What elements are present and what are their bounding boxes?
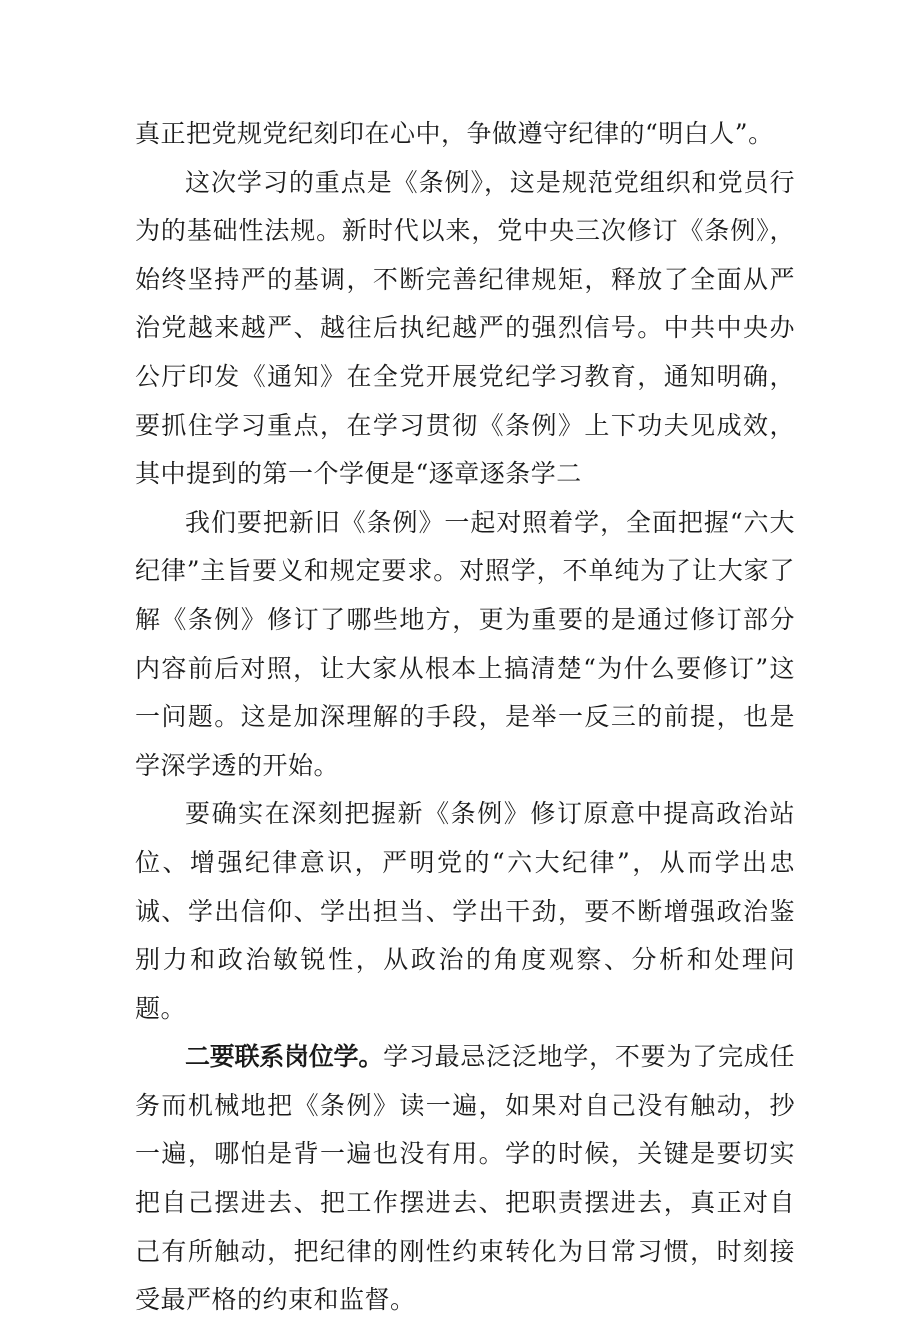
paragraph-1 [135,110,795,159]
paragraph-5-text: 学习最忌泛泛地学，不要为了完成任务而机械地把《条例》读一遍，如果对自己没有触动，抄一遍，哪怕是背一遍也没有用。学的时候，关键是要切实把自己摆进去、把工作摆进去、把职责摆进去，真正对自己有所触动，把纪律的刚性约束转化为日常习惯，时刻接受最严格的约束和监督。 [135,1042,795,1315]
paragraph-5 [135,1033,795,1325]
paragraph-3 [135,499,795,791]
paragraph-4-text: 要确实在深刻把握新《条例》修订原意中提高政治站位、增强纪律意识，严明党的“六大纪律”，从而学出忠诚、学出信仰、学出担当、学出干劲，要不断增强政治鉴别力和政治敏锐性，从政治的角度观察、分析和处理问题。 [135,799,795,1023]
paragraph-2-text: 这次学习的重点是《条例》，这是规范党组织和党员行为的基础性法规。新时代以来，党中央三次修订《条例》，始终坚持严的基调，不断完善纪律规矩，释放了全面从严治党越来越严、越往后执纪越严的强烈信号。中共中央办公厅印发《通知》在全党开展党纪学习教育，通知明确，要抓住学习重点，在学习贯彻《条例》上下功夫见成效，其中提到的第一个学便是“逐章逐条学二 [135,167,795,489]
paragraph-3-text: 我们要把新旧《条例》一起对照着学，全面把握“六大纪律”主旨要义和规定要求。对照学，不单纯为了让大家了解《条例》修订了哪些地方，更为重要的是通过修订部分内容前后对照，让大家从根本上搞清楚“为什么要修订”这一问题。这是加深理解的手段，是举一反三的前提，也是学深学透的开始。 [135,507,795,780]
paragraph-4 [135,790,795,1033]
document-body [135,110,795,1325]
paragraph-1-text: 真正把党规党纪刻印在心中，争做遵守纪律的“明白人”。 [135,119,774,148]
paragraph-5-heading: 二要联系岗位学。 [185,1042,384,1072]
paragraph-2 [135,159,795,499]
